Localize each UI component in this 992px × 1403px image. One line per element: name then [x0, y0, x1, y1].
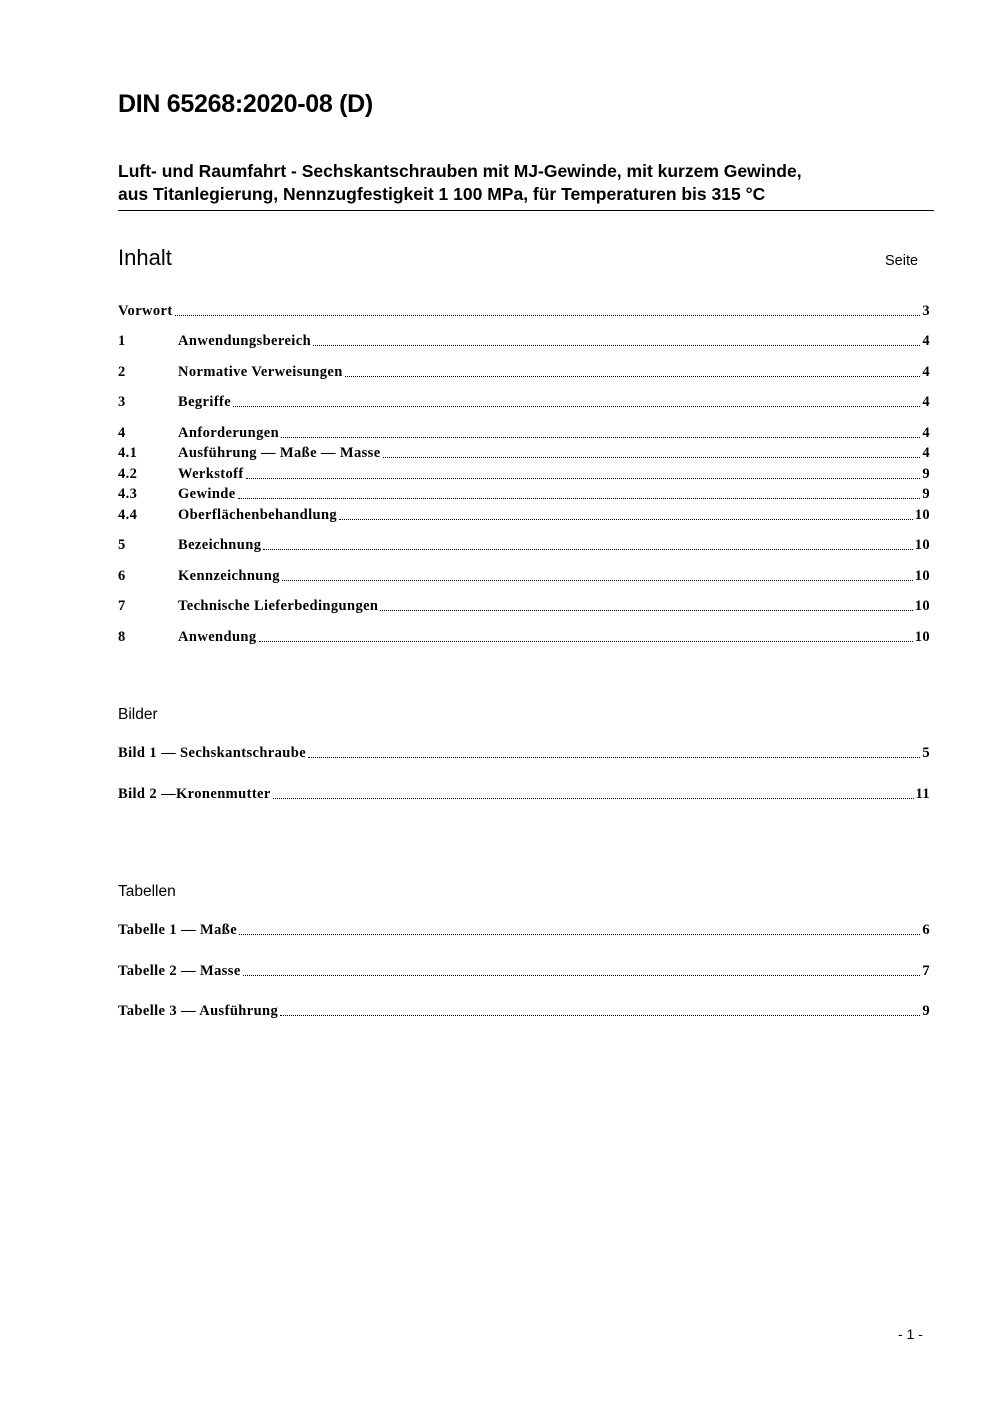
toc-entry-8[interactable]	[118, 628, 930, 646]
figure-entry-page: 11	[915, 786, 930, 802]
toc-leader-dots	[339, 519, 913, 520]
toc-entry-number: 3	[118, 394, 126, 410]
toc-entry-number: 2	[118, 364, 126, 380]
toc-leader-dots	[259, 641, 913, 642]
toc-entry-title: Technische Lieferbedingungen	[178, 598, 379, 614]
toc-leader-dots	[233, 406, 920, 407]
toc-entry-number: 5	[118, 537, 126, 553]
toc-entry-vorwort[interactable]	[118, 302, 930, 320]
toc-leader-dots	[246, 478, 921, 479]
subtitle-line-2: aus Titanlegierung, Nennzugfestigkeit 1 100 MPa, für Temperaturen bis 315 °C	[118, 184, 766, 204]
toc-entry-page: 4	[922, 425, 930, 441]
toc-entry-number: 4.2	[118, 466, 138, 482]
figure-entry-2[interactable]	[118, 785, 930, 803]
toc-entry-3[interactable]	[118, 393, 930, 411]
toc-entry-number: 8	[118, 629, 126, 645]
toc-leader-dots	[313, 345, 920, 346]
toc-entry-title: Bezeichnung	[178, 537, 262, 553]
toc-entry-page: 10	[914, 629, 930, 645]
toc-entry-page: 10	[914, 507, 930, 523]
toc-entry-page: 4	[922, 394, 930, 410]
toc-leader-dots	[273, 798, 914, 799]
toc-page-label: Seite	[885, 253, 919, 269]
subtitle-line-1: Luft- und Raumfahrt - Sechskantschrauben mit MJ-Gewinde, mit kurzem Gewinde,	[118, 161, 802, 181]
toc-entry-title: Anforderungen	[178, 425, 280, 441]
figure-entry-title: Bild 1 — Sechskantschraube	[118, 745, 307, 761]
toc-entry-title: Normative Verweisungen	[178, 364, 343, 380]
toc-entry-page: 10	[914, 568, 930, 584]
figure-entry-title: Bild 2 —Kronenmutter	[118, 786, 271, 802]
figures-heading: Bilder	[118, 706, 158, 723]
document-id: DIN 65268:2020-08 (D)	[118, 90, 373, 118]
toc-entry-page: 9	[922, 466, 930, 482]
table-entry-title: Tabelle 3 — Ausführung	[118, 1003, 279, 1019]
toc-leader-dots	[345, 376, 921, 377]
toc-entry-4-1[interactable]	[118, 444, 930, 462]
toc-entry-number: 4	[118, 425, 126, 441]
table-entry-3[interactable]	[118, 1002, 930, 1020]
toc-leader-dots	[263, 549, 912, 550]
toc-entry-number: 6	[118, 568, 126, 584]
toc-entry-1[interactable]	[118, 332, 930, 350]
table-entry-title: Tabelle 2 — Masse	[118, 963, 241, 979]
toc-entry-page: 4	[922, 364, 930, 380]
toc-leader-dots	[280, 1015, 920, 1016]
toc-entry-title: Kennzeichnung	[178, 568, 280, 584]
figure-entry-page: 5	[922, 745, 930, 761]
toc-entry-page: 3	[922, 303, 930, 319]
toc-entry-4[interactable]	[118, 424, 930, 442]
toc-entry-number: 7	[118, 598, 126, 614]
table-entry-page: 6	[922, 922, 930, 938]
toc-entry-page: 4	[922, 445, 930, 461]
toc-entry-6[interactable]	[118, 567, 930, 585]
toc-entry-number: 4.3	[118, 486, 138, 502]
toc-leader-dots	[380, 610, 912, 611]
toc-leader-dots	[281, 437, 920, 438]
toc-leader-dots	[308, 757, 920, 758]
toc-entry-title: Anwendung	[178, 629, 257, 645]
toc-entry-5[interactable]	[118, 536, 930, 554]
toc-leader-dots	[238, 498, 921, 499]
figure-entry-1[interactable]	[118, 744, 930, 762]
table-entry-page: 7	[922, 963, 930, 979]
toc-entry-number: 4.1	[118, 445, 138, 461]
toc-entry-2[interactable]	[118, 363, 930, 381]
page-number: - 1 -	[898, 1326, 923, 1342]
table-entry-title: Tabelle 1 — Maße	[118, 922, 238, 938]
toc-leader-dots	[383, 457, 921, 458]
table-entry-1[interactable]	[118, 921, 930, 939]
toc-entry-title: Gewinde	[178, 486, 236, 502]
toc-entry-title: Anwendungsbereich	[178, 333, 312, 349]
toc-entry-title: Begriffe	[178, 394, 232, 410]
table-entry-2[interactable]	[118, 962, 930, 980]
document-subtitle	[118, 160, 934, 211]
toc-entry-4-2[interactable]	[118, 465, 930, 483]
toc-entry-page: 10	[914, 598, 930, 614]
toc-entry-title: Ausführung — Maße — Masse	[178, 445, 381, 461]
toc-leader-dots	[282, 580, 913, 581]
tables-heading: Tabellen	[118, 883, 176, 900]
toc-leader-dots	[175, 315, 921, 316]
toc-entry-title: Vorwort	[118, 303, 173, 319]
toc-entry-page: 4	[922, 333, 930, 349]
toc-entry-7[interactable]	[118, 597, 930, 615]
toc-entry-4-4[interactable]	[118, 506, 930, 524]
toc-leader-dots	[243, 975, 921, 976]
toc-entry-title: Werkstoff	[178, 466, 244, 482]
toc-entry-4-3[interactable]	[118, 485, 930, 503]
toc-heading: Inhalt	[118, 245, 172, 270]
toc-entry-title: Oberflächenbehandlung	[178, 507, 338, 523]
toc-entry-number: 1	[118, 333, 126, 349]
table-entry-page: 9	[922, 1003, 930, 1019]
toc-entry-page: 10	[914, 537, 930, 553]
toc-entry-page: 9	[922, 486, 930, 502]
toc-leader-dots	[239, 934, 920, 935]
toc-entry-number: 4.4	[118, 507, 138, 523]
